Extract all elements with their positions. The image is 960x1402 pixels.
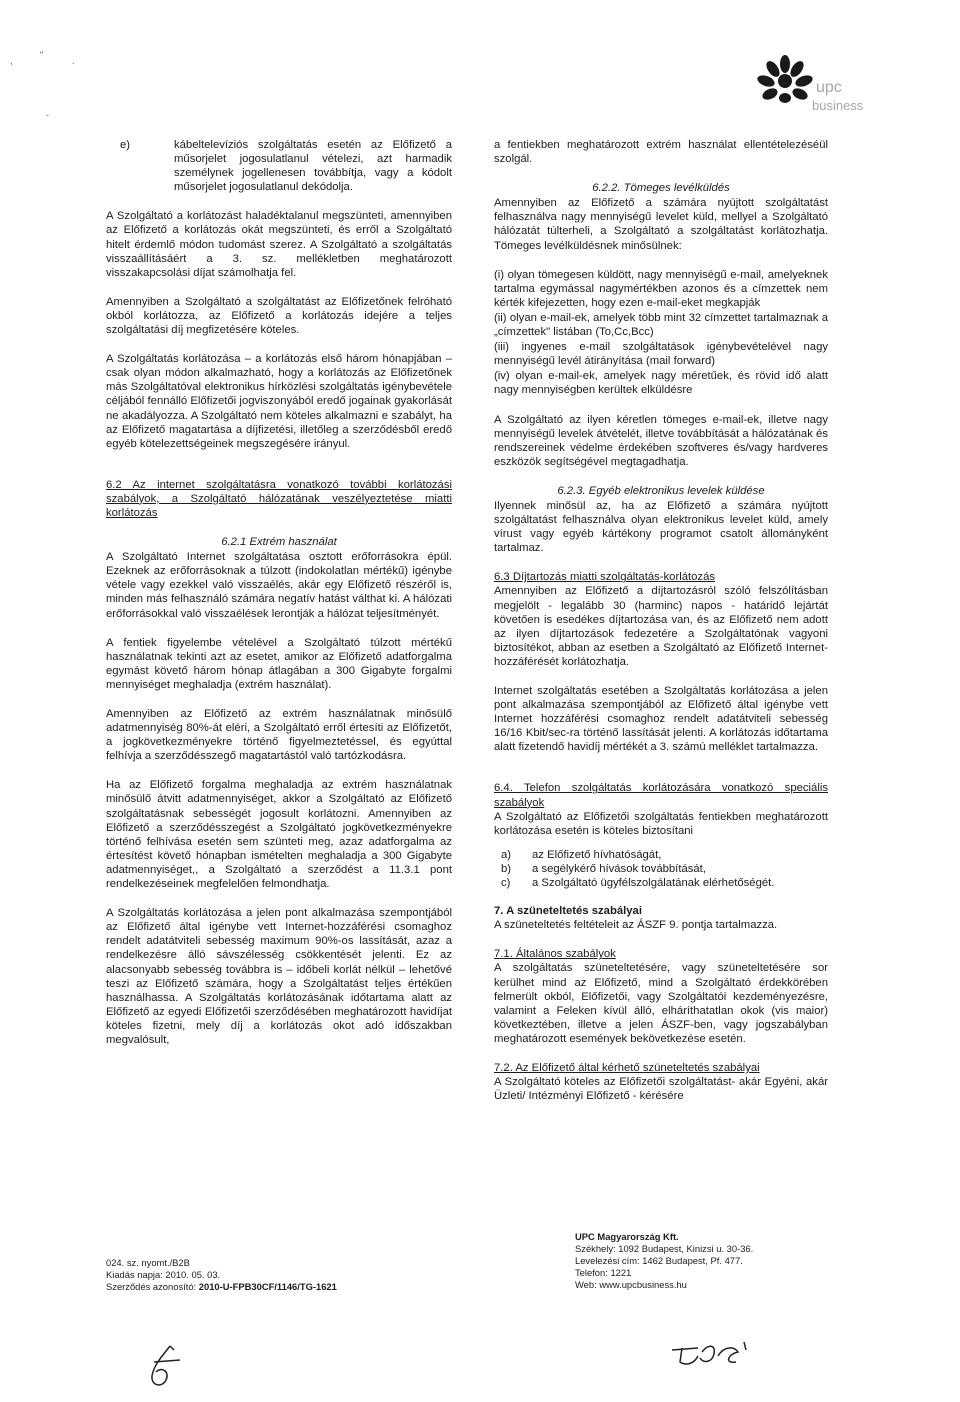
- scan-mark: ": [40, 50, 44, 60]
- logo-name: upc: [816, 79, 842, 96]
- paragraph: A Szolgáltatás korlátozása a jelen pont alkalmazása szempontjából az Előfizető által igénybe vett Internet-hozzáférési csomaghoz rendelt adatátviteli sebesség maximum 90%-os lassítását, azaz a rendelkezésre álló sávszélesség csökkentését jelenti. Ez az alacsonyabb sebesség továbbra is – időbeli korlát nélkül – lehetővé teszi az Előfizető számára, hogy a Szolgáltatást teljes értékűen használhassa. A Szolgáltatás korlátozásának időtartama alatt az Előfizető az egyedi Előfizetői szerződésében meghatározott havidíjat köteles fizetni, mely díj a korlátozás okot adó időszakban megvalósult,: [106, 907, 452, 1046]
- section-heading-6-3: 6.3 Díjtartozás miatti szolgáltatás-korlátozás: [494, 571, 716, 584]
- company-name: UPC Magyarország Kft.: [575, 1231, 679, 1242]
- list-item: (ii) olyan e-mail-ek, amelyek több mint 32 címzettet tartalmaznak a „címzettek" listában (To,Cc,Bcc): [494, 311, 828, 339]
- footer-company-info: [575, 1231, 753, 1291]
- paragraph: A szolgáltatás szüneteltetésére, vagy szüneteltetésére sor kerülhet mind az Előfizető, mind a Szolgáltató érdekkörében felmerült okból, Előfizetői, vagy Szolgáltatói kezdeményezésre, valamint a Feleken kívül álló, elháríthatatlan okok (vis maior) következtében, illetve a jelen ÁSZF-ben, vagy jogszabályban meghatározott események bekövetkezése esetén.: [494, 962, 828, 1045]
- list-item-label: e): [120, 139, 131, 151]
- signature-left: [140, 1342, 190, 1394]
- contract-id: 2010-U-FPB30CF/1146/TG-1621: [198, 1281, 337, 1292]
- paragraph: A Szolgáltató az ilyen kéretlen tömeges e-mail-ek, illetve nagy mennyiségű levelek átvételét, illetve továbbítását a hálózatának és rendszereinek védelme érdekében szoftveres és/vagy hardveres eszközök segítségével megtagadhatja.: [494, 413, 828, 468]
- scan-mark: .: [72, 56, 75, 66]
- paragraph: Amennyiben az Előfizető az extrém használatnak minősülő adatmennyiség 80%-át eléri, a Szolgáltató erről értesíti az Előfizetőt, a jogkövetkezményekre történő figyelmeztetéssel, és egyúttal felhívja a szerződésszegő magatartástól való tartózkodásra.: [106, 708, 452, 763]
- section-heading-7-1: 7.1. Általános szabályok: [494, 948, 616, 961]
- contract-id-line: [106, 1281, 337, 1293]
- issue-date: Kiadás napja: 2010. 05. 03.: [106, 1269, 221, 1280]
- paragraph: Amennyiben az Előfizető a díjtartozásról szóló felszólításban megjelölt - legalább 30 (harminc) napos - határidő lejártát követően is esedékes díjtartozása van, és az Előfizető nem adott az ilyen díjtartozások fedezetére a Szolgáltatónak vagyoni biztosítékot, abban az esetben a Szolgáltató az Előfizető Internet-hozzáférését korlátozhatja.: [494, 585, 828, 668]
- scan-mark: ,: [10, 56, 13, 66]
- company-address: Székhely: 1092 Budapest, Kinizsi u. 30-36.: [575, 1243, 754, 1254]
- paragraph: A Szolgáltató az Előfizetői szolgáltatás fentiekben meghatározott korlátozása esetén is köteles biztosítani: [494, 810, 828, 837]
- list-item-label: b): [501, 862, 512, 875]
- upc-business-logo: [756, 52, 876, 122]
- list-item-b: [494, 862, 828, 876]
- right-column: [494, 138, 828, 1118]
- left-column: [106, 138, 452, 1062]
- company-mailing-address: Levelezési cím: 1462 Budapest, Pf. 477.: [575, 1255, 743, 1266]
- paragraph: Amennyiben a Szolgáltató a szolgáltatást az Előfizetőnek felróható okból korlátozza, az Előfizető a korlátozás idejére a teljes szolgáltatási díj megfizetésére köteles.: [106, 295, 452, 337]
- list-item: (i) olyan tömegesen küldött, nagy mennyiségű e-mail, amelyeknek tartalma egymással nagymértékben azonos és a címzettek nem kérték kifejezetten, hogy ezen e-mail-eket megkapják: [494, 268, 828, 309]
- list-item-text: a segélykérő hívások továbbítását,: [532, 862, 706, 875]
- paragraph: A Szolgáltatás korlátozása – a korlátozás első három hónapjában – csak olyan módon alkalmazható, hogy a korlátozás az Előfizetőnek más Szolgáltatóval elektronikus hírközlési szolgáltatás igénybevétele céljából fennálló Előfizetői jogviszonyából eredő jogainak gyakorlását ne akadályozza. A Szolgáltató nem köteles alkalmazni e szabályt, ha az Előfizető magatartása a díjfizetési, illetőleg a szerződésből eredő egyéb kötelezettségeinek megszegésére irányul.: [106, 353, 452, 450]
- subsection-heading-6-2-2: 6.2.2. Tömeges levélküldés: [592, 182, 730, 195]
- logo-sub: business: [812, 98, 864, 113]
- signature-right: [668, 1336, 758, 1376]
- paragraph: A Szolgáltató köteles az Előfizetői szolgáltatást- akár Egyéni, akár Üzleti/ Intézményi Előfizető - kérésére: [494, 1076, 828, 1103]
- subsection-heading-6-2-3: 6.2.3. Egyéb elektronikus levelek küldése: [557, 484, 765, 497]
- paragraph: A Szolgáltató Internet szolgáltatása osztott erőforrásokra épül. Ezeknek az erőforrásoknak a túlzott (indokolatlan mértékű) igénybe vétele vagy ezekkel való visszaélés, akár egy Előfizető részéről is, minden más felhasználó számára negatív hatást válthat ki. A hálózati erőforrásokkal való visszaélések lerontják a hálózat teljesítményét.: [106, 551, 452, 620]
- section-heading-7-2: 7.2. Az Előfizető által kérhető szüneteltetés szabályai: [494, 1061, 760, 1074]
- list-item-text: az Előfizető hívhatóságát,: [532, 848, 662, 861]
- list-item-e: [106, 138, 452, 194]
- company-phone: Telefon: 1221: [575, 1267, 632, 1278]
- upc-logo-mark-icon: [756, 52, 876, 122]
- section-heading-7: 7. A szüneteltetés szabályai: [494, 905, 642, 918]
- form-number: 024. sz. nyomt./B2B: [106, 1257, 190, 1268]
- paragraph: Internet szolgáltatás esetében a Szolgáltatás korlátozása a jelen pont alkalmazása szempontjából az Előfizető által igénybe vett Internet hozzáférési csomaghoz rendelt adatátviteli sebesség 16/16 Kbit/sec-ra történő lassítását jelenti. A korlátozás időtartama alatt fizetendő havidíj mértékét a 3. számú melléklet tartalmazza.: [494, 685, 828, 754]
- list-item-a: [494, 848, 828, 862]
- list-item: (iv) olyan e-mail-ek, amelyek nagy méretűek, és rövid idő alatt nagy mennyiségben kerültek elküldésre: [494, 370, 828, 397]
- section-heading-6-4: 6.4. Telefon szolgáltatás korlátozására vonatkozó speciális szabályok: [494, 782, 828, 809]
- paragraph: A fentiek figyelembe vételével a Szolgáltató túlzott mértékű használatnak tekinti azt az esetet, amikor az Előfizető adatforgalma egymást követő három hónap átlagában a 300 Gigabyte forgalmi mennyiséget meghaladja (extrém használat).: [106, 636, 452, 691]
- section-heading-6-2: 6.2 Az internet szolgáltatásra vonatkozó további korlátozási szabályok, a Szolgáltató hálózatának veszélyeztetése miatti korlátozás: [106, 478, 452, 519]
- list-item: (iii) ingyenes e-mail szolgáltatások igénybevételével nagy mennyiségű levél átirányítása (mail forward): [494, 341, 828, 368]
- paragraph: Amennyiben az Előfizető a számára nyújtott szolgáltatást felhasználva nagy mennyiségű levelet küld, mellyel a Szolgáltató hálózatát túlterheli, a Szolgáltató a szolgáltatást korlátozhatja. Tömeges levélküldésnek minősülnek:: [494, 197, 828, 252]
- list-item-label: a): [501, 848, 512, 861]
- subsection-heading-6-2-1: 6.2.1 Extrém használat: [221, 536, 337, 549]
- paragraph: A Szolgáltató a korlátozást haladéktalanul megszünteti, amennyiben az Előfizető a korlátozás okát megszünteti, és erről a Szolgáltató hitelt érdemlő módon tudomást szerez. A Szolgáltató a szolgáltatás visszaállításáért a 3. sz. mellékletben meghatározott visszakapcsolási díjat számolhatja fel.: [106, 210, 452, 279]
- list-item-c: [494, 876, 828, 890]
- list-item-text: kábeltelevíziós szolgáltatás esetén az Előfizető a műsorjelet jogosulatlanul vételezi, azt harmadik személynek jogellenesen továbbítja, vagy a kódolt műsorjelet jogosulatlanul dekódolja.: [174, 139, 452, 194]
- paragraph: A szüneteltetés feltételeit az ÁSZF 9. pontja tartalmazza.: [494, 919, 778, 932]
- scan-mark: -: [46, 110, 49, 120]
- paragraph: a fentiekben meghatározott extrém használat ellentételezéséül szolgál.: [494, 139, 828, 166]
- list-item-label: c): [501, 877, 511, 890]
- contract-id-label: Szerződés azonosító:: [106, 1281, 199, 1292]
- footer-document-info: [106, 1257, 337, 1293]
- paragraph: Ilyennek minősül az, ha az Előfizető a számára nyújtott szolgáltatást felhasználva olyan elektronikus levelet küld, amely vírust vagy egyéb kártékony programot csatolt állományként tartalmaz.: [494, 499, 828, 555]
- paragraph: Ha az Előfizető forgalma meghaladja az extrém használatnak minősülő átvitt adatmennyiséget, akkor a Szolgáltató az Előfizető szolgáltatásnak sebességét jogosult korlátozni. Amennyiben az Előfizető a szerződésszegést a Szolgáltató jogkövetkezményekre történő felhívása esetén sem szünteti meg, azaz adatforgalma az értesítést követő hónapban ismételten meghaladja a 300 Gigabyte adatmennyiséget,, a Szolgáltató a szerződést a 11.3.1 pont rendelkezéseinek megfelelően felmondhatja.: [106, 779, 452, 891]
- list-item-text: a Szolgáltató ügyfélszolgálatának elérhetőségét.: [532, 877, 775, 890]
- company-web: Web: www.upcbusiness.hu: [575, 1279, 687, 1290]
